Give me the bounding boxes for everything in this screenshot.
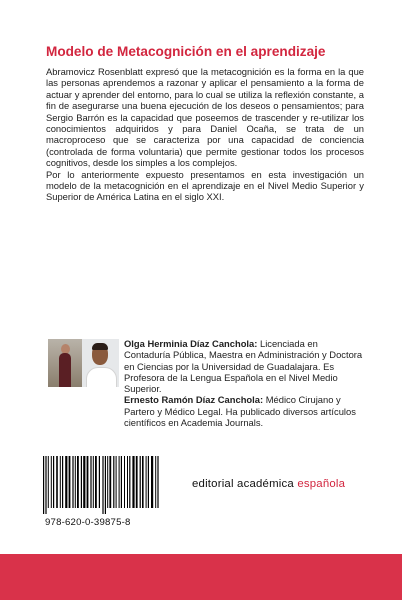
author-name-2: Ernesto Ramón Díaz Canchola: [124, 394, 260, 406]
authors-photo: [48, 339, 119, 387]
isbn-number: 978-620-0-39875-8: [45, 517, 131, 528]
author-photo-olga: [48, 339, 82, 387]
footer-color-band: [0, 554, 402, 600]
author-photo-ernesto: [82, 339, 119, 387]
publisher-accent: española: [297, 478, 346, 490]
publisher-name: [192, 478, 372, 490]
author-description-1: Licenciada en Contaduría Pública, Maestra en Administración y Doctora en Ciencias por la Universidad de Guadalajara. Es Profesora de la Lengua Española en el Nivel Medio Superior.: [124, 338, 363, 395]
publisher-prefix: editorial académica: [192, 478, 298, 490]
isbn-barcode: [39, 456, 165, 514]
author-bio-1: Olga Herminia Díaz Canchola: Licenciada en Contaduría Pública, Maestra en Administración y Doctora en Ciencias por la Universidad de Guadalajara. Es Profesora de la Lengua Española en el Nivel Medio Superior.: [124, 338, 363, 395]
author-name-1: Olga Herminia Díaz Canchola: [124, 338, 255, 349]
synopsis: [46, 66, 364, 203]
book-title: Modelo de Metacognición en el aprendizaje: [46, 44, 326, 59]
synopsis-paragraph-1: Abramovicz Rosenblatt expresó que la metacognición es la forma en la que las personas aprendemos a razonar y aplicar el pensamiento a la forma de actuar y aprender del entorno, para lo cual se utiliza la reflexión constante, a fin de asegurarse una buena ejecución de los deseos o pensamientos; para Sergio Barrón es la capacidad que poseemos de trascender y re-utilizar los conocimientos adquiridos y para Daniel Ocaña, se trata de un macroproceso que se caracteriza por una capacidad de conciencia (controlada de forma voluntaria) que permite gestionar todos los procesos cognitivos, desde los simples a los complejos.: [46, 66, 364, 169]
author-bios: [124, 338, 364, 428]
synopsis-paragraph-2: Por lo anteriormente expuesto presentamos en esta investigación un modelo de la metacognición en el aprendizaje en el Nivel Medio Superior y Superior de América Latina en el siglo XXI.: [46, 168, 364, 203]
author-description-2: Médico Cirujano y Partero y Médico Legal. Ha publicado diversos artículos científicos en Academia Journals.: [124, 394, 356, 429]
author-bio-2: Ernesto Ramón Díaz Canchola: Médico Cirujano y Partero y Médico Legal. Ha publicado diversos artículos científicos en Academia Journals.: [124, 394, 356, 429]
